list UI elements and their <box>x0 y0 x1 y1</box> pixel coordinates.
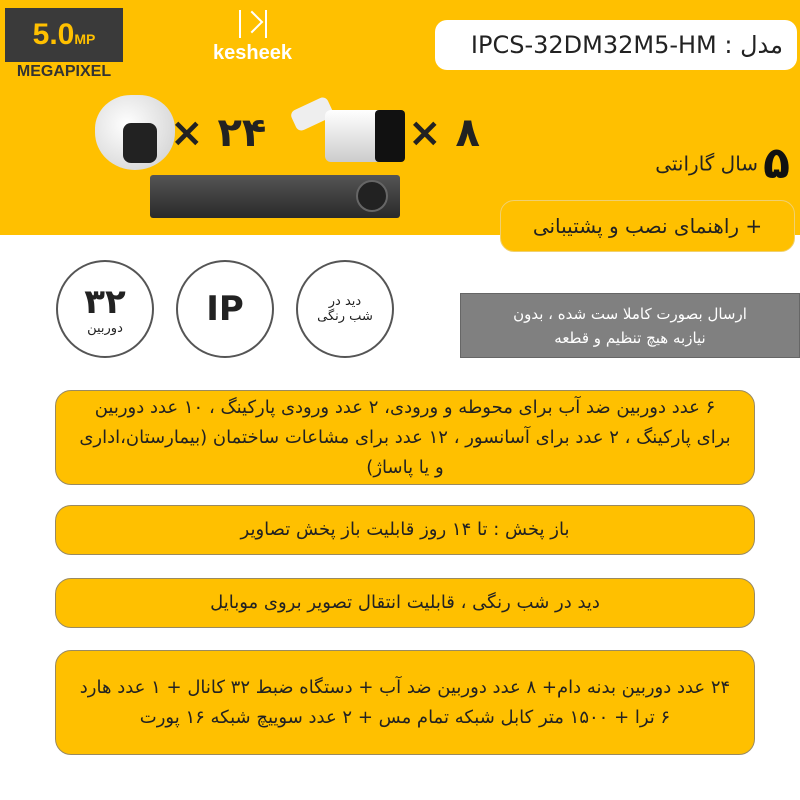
badge-unit: MP <box>74 31 96 47</box>
feature-color-night-vision <box>296 260 394 358</box>
info-box-playback: باز پخش : تا ۱۴ روز قابلیت باز پخش تصاویر <box>55 505 755 555</box>
warranty-years: ۵ <box>763 138 790 189</box>
warranty <box>600 138 790 190</box>
note-line: نیازبه هیچ تنظیم و قطعه <box>554 329 706 347</box>
nvr-recorder-image <box>150 175 400 218</box>
shipping-note <box>460 293 800 358</box>
model-label: مدل : IPCS-32DM32M5-HM <box>435 20 797 70</box>
note-line: ارسال بصورت کاملا ست شده ، بدون <box>513 305 747 323</box>
feature-label: دید در شب رنگی <box>317 294 373 324</box>
logo-icon <box>239 10 267 38</box>
feature-value: ۳۲ <box>84 281 126 322</box>
bullet-quantity: × ۸ <box>408 110 480 156</box>
support-badge: + راهنمای نصب و پشتیبانی <box>500 200 795 252</box>
brand-name: kesheek <box>213 42 292 64</box>
feature-ip <box>176 260 274 358</box>
info-box-night-vision: دید در شب رنگی ، قابلیت انتقال تصویر بروی موبایل <box>55 578 755 628</box>
megapixel-badge <box>5 8 123 82</box>
brand-logo <box>205 10 300 70</box>
feature-camera-count <box>56 260 154 358</box>
badge-label: MEGAPIXEL <box>5 62 123 82</box>
bullet-camera-image <box>290 95 405 165</box>
warranty-text: سال گارانتی <box>655 151 759 176</box>
dome-camera-image <box>95 95 175 170</box>
feature-value: IP <box>206 289 244 329</box>
dome-quantity: × ۲۴ <box>170 110 267 156</box>
info-box-package-contents: ۲۴ عدد دوربین بدنه دام+ ۸ عدد دوربین ضد آب + دستگاه ضبط ۳۲ کانال + ۱ عدد هارد ۶ ترا + ۱۵۰۰ متر کابل شبکه تمام مس + ۲ عدد سوییچ شبکه ۱۶ پورت <box>55 650 755 755</box>
feature-label: دوربین <box>87 320 123 336</box>
info-box-camera-placement: ۶ عدد دوربین ضد آب برای محوطه و ورودی، ۲ عدد ورودی پارکینگ ، ۱۰ عدد دوربین برای پارکینگ ، ۲ عدد برای آسانسور ، ۱۲ عدد برای مشاعات ساختمان (بیمارستان،اداری و یا پاساژ) <box>55 390 755 485</box>
badge-value: 5.0 <box>32 18 75 51</box>
